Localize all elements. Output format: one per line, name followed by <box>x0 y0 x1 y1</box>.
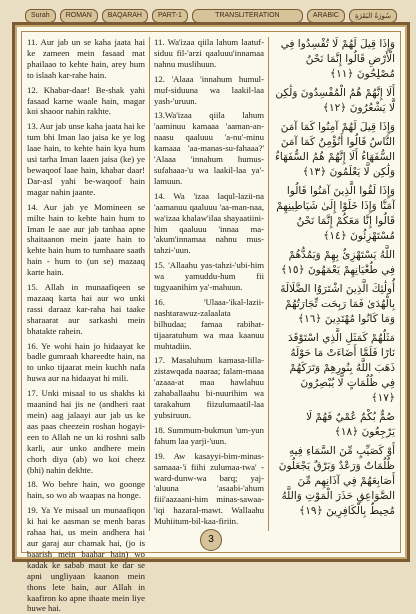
part-label: PART-1 <box>152 9 188 23</box>
arabic-verse: وَإِذَا قِيلَ لَهُمْ آمِنُوا كَمَا آمَنَ النَّاسُ قَالُوا أَنُؤْمِنُ كَمَا آمَنَ السُّفَهَاءُ أَلَا إِنَّهُمْ هُمُ السُّفَهَاءُ وَلَٰكِن لَّا يَعْلَمُونَ ﴿١٣﴾ <box>275 121 395 178</box>
roman-verse: 18. Wo behre hain, wo goonge hain, so wo ab waapas na honge. <box>27 479 145 501</box>
translit-verse: 12. 'Alaaa 'innahum humul-muf-siduuna wa laakil-laa yash-'uruun. <box>154 73 264 106</box>
transliteration-column <box>150 37 269 531</box>
roman-verse: 15. Allah in munaafiqeen se mazaaq karta hai aur wo unki rassi daraaz kar-raha hai taake sharaarat aur sarkashi mein bhatakte rahein. <box>27 282 145 336</box>
page-number: 3 <box>200 529 222 551</box>
translit-verse: 19. Aw kasayyi-bim-minas-samaaa-'i fiihi zulumaa-twa' -ward-dunw-wa barq; yaj-'aluuna 'asaabi-'ahum fiii'aazaani-him minas-sawaa-'iqi hazaral-mawt. Wallaahu Muhiitum-bil-kaa-firiin. <box>154 450 264 527</box>
arabic-verse: أَوْ كَصَيِّبٍ مِّنَ السَّمَاءِ فِيهِ ظُلُمَاتٌ وَرَعْدٌ وَبَرْقٌ يَجْعَلُونَ أَصَابِعَهُمْ فِي آذَانِهِم مِّنَ الصَّوَاعِقِ حَذَرَ الْمَوْتِ وَاللَّهُ مُحِيطٌ بِالْكَافِرِينَ ﴿١٩﴾ <box>278 445 395 517</box>
arabic-verse: اللَّهُ يَسْتَهْزِئُ بِهِمْ وَيَمُدُّهُمْ فِي طُغْيَانِهِمْ يَعْمَهُونَ ﴿١٥﴾ <box>281 249 395 276</box>
translit-verse: 17. Masaluhum kamasa-lilla-zistawqada naaraa; falam-maaa 'azaaa-at maa hawlahuu zahaballaahu bi-nuurihim wa tarakahum fiizulumaatil-laa yubsiruun. <box>154 355 264 420</box>
translit-label: TRANSLITERATION <box>192 9 303 23</box>
roman-verse: 11. Aur jab un se kaha jaata hai ke zameen mein fasaad mat phailaao to kehte hain, arey hum to islaah kar-rahe hain. <box>27 37 145 80</box>
arabic-verse: وَإِذَا لَقُوا الَّذِينَ آمَنُوا قَالُوا آمَنَّا وَإِذَا خَلَوْا إِلَىٰ شَيَاطِينِهِمْ قَالُوا إِنَّا مَعَكُمْ إِنَّمَا نَحْنُ مُسْتَهْزِئُونَ ﴿١٤﴾ <box>276 185 395 242</box>
roman-verse: 14. Aur jab ye Momineen se milte hain to kehte hain hum to Iman le aae aur jab tanhaa apne shaitaanon mein jaate hain to kehte hain hum to tumhaare saath hain - hum to (un se) mazaaq karte hain. <box>27 201 145 278</box>
page-header <box>25 9 397 23</box>
translit-verse: 15. 'Allaahu yas-tahzi-'ubi-him wa yamuddu-hum fii tugyaanihim ya'-mahuun. <box>154 260 264 293</box>
surah-name: BAQARAH <box>102 9 148 23</box>
translit-verse: 14. Wa 'izaa laqul-lazii-na 'aamanuu qaaluuu 'aa-man-naa, wa'izaa khalaw'ilaa shayaatiini-him qaaluuu 'innaa ma-'akum'innamaa nahnu mus-tahzi-'uun. <box>154 190 264 256</box>
arabic-label: ARABIC <box>307 9 345 23</box>
translit-verse: 11. Wa'izaa qiila lahum laatuf-siduu fil-'arzi qaaluuu'innamaa nahnu muslihuun. <box>154 37 264 69</box>
roman-verse: 17. Unki misaal to us shakhs ki maanind hai jis ne (andheri raat mein) aag jalaayi aur jab us ke aas paas cheezein roshan hogayi-een to Allah ne un ki roshni salb karli, aur unko andhere mein chorh diya (ab) wo koi cheez (bhi) nahin dekhte. <box>27 388 145 475</box>
translit-verse: 18. Summum-bukmun 'um-yun fahum laa yarji-'uun. <box>154 424 264 446</box>
quran-page <box>12 12 410 614</box>
translit-verse: 16. 'Ulaaa-'ikal-lazii-nashtarawuz-zalaalata bilhudaa; famaa rabihat-tijaaratuhum wa maa kaanuu muhtadiin. <box>154 296 264 351</box>
arabic-verse: وَإِذَا قِيلَ لَهُمْ لَا تُفْسِدُوا فِي الْأَرْضِ قَالُوا إِنَّمَا نَحْنُ مُصْلِحُونَ ﴿١١﴾ <box>280 38 395 80</box>
translit-verse: 13.Wa'izaa qiila lahum 'aaminuu kamaaa 'aaman-an-naasu qaaluuu 'a-nu'-minu kamaaa 'aa-manas-su-fahaaa?' 'Alaaa 'innahum humus-sufahaaa-'u wa laakil-laa ya'-lamuun. <box>154 110 264 186</box>
arabic-verse: أُولَٰئِكَ الَّذِينَ اشْتَرَوُا الضَّلَالَةَ بِالْهُدَىٰ فَمَا رَبِحَت تِّجَارَتُهُمْ وَمَا كَانُوا مُهْتَدِينَ ﴿١٦﴾ <box>280 283 395 325</box>
columns <box>27 37 395 614</box>
roman-verse: 12. Khabar-daar! Be-shak yahi fasaad karne waale hain, magar koi shaoor nahin rakhte. <box>27 84 145 117</box>
roman-verse: 16. Ye wohi hain jo hidaayat ke badle gumraah khareedte hain, na to unko tijaarat mein kuchh nafa huwa aur na hidaayat hi mili. <box>27 340 145 384</box>
arabic-verse: أَلَا إِنَّهُمْ هُمُ الْمُفْسِدُونَ وَلَٰكِن لَّا يَشْعُرُونَ ﴿١٢﴾ <box>275 87 395 114</box>
surah-label: Surah <box>25 9 56 23</box>
page-footer <box>15 529 407 551</box>
roman-verse: 19. Ya Ye misaal un munaafiqon ki hai ke aasman se menh baras rahaa hai, us mein andhera hai aur garaj aur chamak hai, (jo is baarish mein baahar hain) wo kadak ke sabab maut ke dar se apni ungliyaan kaanon mein thons lete hain, aur Allah in kaafiron ko apne ihaate mein liye huwe hai. <box>27 505 145 614</box>
arabic-verse: صُمٌّ بُكْمٌ عُمْيٌ فَهُمْ لَا يَرْجِعُونَ ﴿١٨﴾ <box>306 411 395 438</box>
surah-arabic: سُورَةُ البَقَرَةِ <box>349 9 397 23</box>
roman-column <box>27 37 150 614</box>
arabic-column <box>269 37 395 531</box>
roman-verse: 13. Aur jab unse kaha jaata hai ke tum bhi Iman lao jaisa ke ye log laae hain, to kehte hain kya hum usi tarha Iman laaen jaisa (ke) ye bewaqoof laae hain, khabar daar! Dar-asl yahi be-waqoof hain magar nahin jaante. <box>27 121 145 197</box>
roman-label: ROMAN <box>60 9 98 23</box>
arabic-verse: مَثَلُهُمْ كَمَثَلِ الَّذِي اسْتَوْقَدَ نَارًا فَلَمَّا أَضَاءَتْ مَا حَوْلَهُ ذَهَبَ اللَّهُ بِنُورِهِمْ وَتَرَكَهُمْ فِي ظُلُمَاتٍ لَّا يُبْصِرُونَ ﴿١٧﴾ <box>288 332 395 404</box>
